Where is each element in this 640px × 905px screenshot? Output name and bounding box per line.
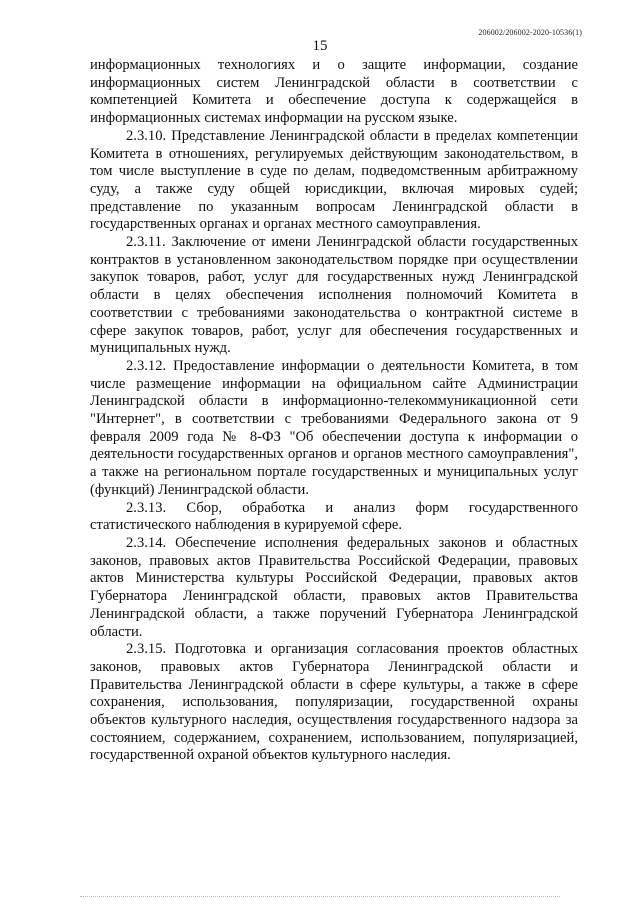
document-body: [90, 57, 578, 765]
paragraph-2-3-13: 2.3.13. Сбор, обработка и анализ форм государственного статистического наблюдения в курируемой сфере.: [90, 499, 578, 534]
paragraph-2-3-10: 2.3.10. Представление Ленинградской области в пределах компетенции Комитета в отношениях, регулируемых действующим законодательством, в том числе выступление в суде по делам, подведомственным арбитражному суду, а также суду общей юрисдикции, включая мировых судей; представление по указанным вопросам Ленинградской области в государственных органах и органах местного самоуправления.: [90, 127, 578, 233]
paragraph-2-3-14: 2.3.14. Обеспечение исполнения федеральных законов и областных законов, правовых актов Правительства Российской Федерации, правовых актов Министерства культуры Российской Федерации, правовых актов Губернатора Ленинградской области, правовых актов Правительства Ленинградской области, а также поручений Губернатора Ленинградской области.: [90, 534, 578, 640]
paragraph-2-3-11: 2.3.11. Заключение от имени Ленинградской области государственных контрактов в установленном законодательством порядке при осуществлении закупок товаров, работ, услуг для государственных нужд Ленинградской области в целях обеспечения исполнения полномочий Комитета в соответствии с требованиями законодательства о контрактной системе в сфере закупок товаров, работ, услуг для обеспечения государственных и муниципальных нужд.: [90, 234, 578, 357]
page-number: 15: [312, 38, 328, 54]
scan-edge-line: [80, 896, 560, 897]
paragraph-2-3-12: 2.3.12. Предоставление информации о деятельности Комитета, в том числе размещение информации на официальном сайте Администрации Ленинградской области в информационно-телекоммуникационной сети "Интернет", в соответствии с требованиями Федерального закона от 9 февраля 2009 года № 8-ФЗ "Об обеспечении доступа к информации о деятельности государственных органов и органов местного самоуправления", а также на региональном портале государственных и муниципальных услуг (функций) Ленинградской области.: [90, 357, 578, 498]
paragraph-continuation: информационных технологиях и о защите информации, создание информационных систем Ленинградской области в соответствии с компетенцией Комитета и обеспечение доступа к содержащейся в информационных системах информации на русском языке.: [90, 57, 578, 127]
paragraph-2-3-15: 2.3.15. Подготовка и организация согласования проектов областных законов, правовых актов Губернатора Ленинградской области и Правительства Ленинградской области в сфере культуры, а также в сфере сохранения, использования, популяризации, государственной охраны объектов культурного наследия, осуществления государственного надзора за состоянием, содержанием, сохранением, использованием, популяризацией, государственной охраной объектов культурного наследия.: [90, 641, 578, 764]
document-id: 206002/206002-2020-10536(1): [478, 28, 582, 37]
